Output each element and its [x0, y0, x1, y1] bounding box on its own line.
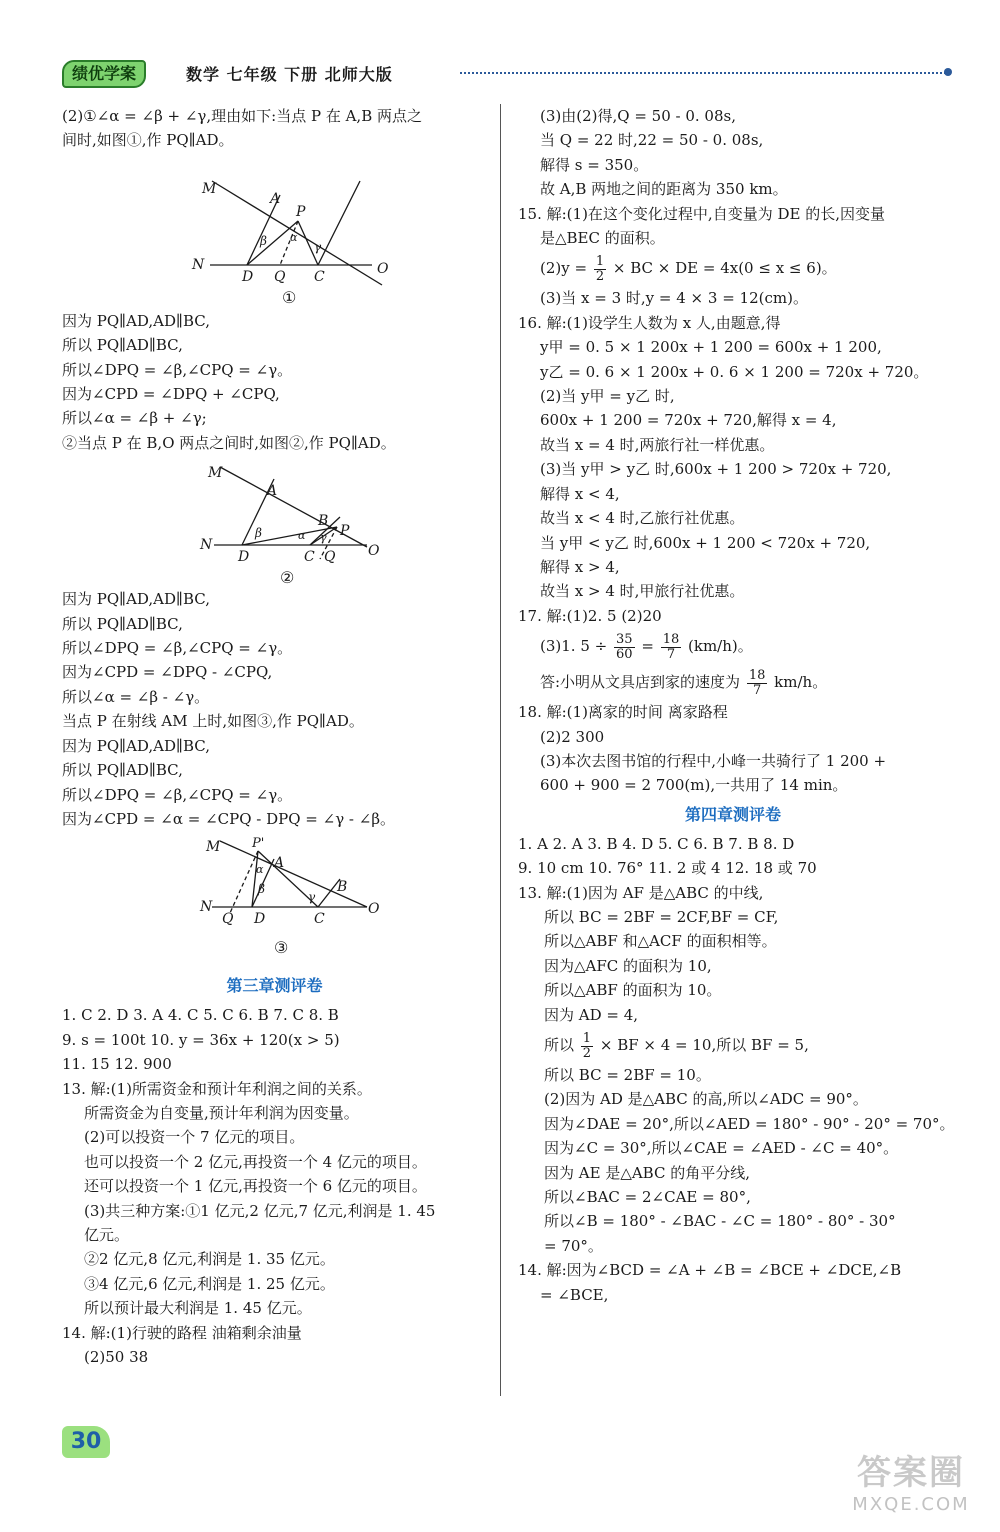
answer-line: 14. 解:(1)行驶的路程 油箱剩余油量 [62, 1323, 302, 1342]
watermark-stamp: 答案圈 [857, 1453, 965, 1493]
text-line: (2)①∠α = ∠β + ∠γ,理由如下:当点 P 在 A,B 两点之 [62, 107, 422, 125]
answer-line-fraction [518, 1027, 948, 1063]
answer-line: 1. C 2. D 3. A 4. C 5. C 6. B 7. C 8. B [62, 1006, 339, 1025]
fig1-label: A [270, 190, 281, 207]
fig2-label: α [298, 529, 306, 543]
text-line: 因为∠CPD = ∠α = ∠CPQ - DPQ = ∠γ - ∠β。 [62, 809, 396, 828]
answer-line-fraction [518, 250, 948, 286]
fig1-label: γ [314, 239, 322, 254]
answer-line: 13. 解:(1)因为 AF 是△ABC 的中线, [518, 883, 764, 902]
answer-line: 1. A 2. A 3. B 4. D 5. C 6. B 7. B 8. D [518, 834, 795, 853]
answer-line: 解得 x > 4, [540, 557, 620, 576]
fraction [614, 633, 635, 662]
fig3-label: B [337, 879, 348, 896]
answer-line: 还可以投资一个 1 亿元,再投资一个 6 亿元的项目。 [84, 1177, 427, 1196]
fig3-label: N [200, 899, 213, 916]
header-dotted-rule [460, 72, 946, 74]
answer-line: (2)50 38 [84, 1348, 149, 1366]
text-line: 因为 PQ∥AD,AD∥BC, [62, 736, 210, 755]
answer-line: 故当 x > 4 时,甲旅行社优惠。 [540, 582, 745, 601]
watermark-logo [826, 1452, 996, 1530]
fraction-denominator: 2 [582, 1045, 592, 1061]
answer-line: (3)由(2)得,Q = 50 - 0. 08s, [540, 107, 736, 125]
answer-line: (3)共三种方案:①1 亿元,2 亿元,7 亿元,利润是 1. 45 [84, 1201, 436, 1220]
answer-line: 是△BEC 的面积。 [540, 229, 665, 248]
fig1-label: D [242, 268, 254, 285]
text-fragment: 答:小明从文具店到家的速度为 [540, 673, 741, 692]
text-fragment: (km/h)。 [688, 637, 753, 656]
fraction-numerator: 18 [748, 667, 766, 683]
text-line: 因为∠CPD = ∠DPQ + ∠CPQ, [62, 385, 280, 404]
text-line: 所以∠DPQ = ∠β,∠CPQ = ∠γ。 [62, 360, 293, 379]
answer-line: = ∠BCE, [540, 1285, 609, 1304]
answer-line: 也可以投资一个 2 亿元,再投资一个 4 亿元的项目。 [84, 1152, 427, 1171]
section-title-chapter3: 第三章测评卷 [226, 976, 323, 996]
text-line: 因为 PQ∥AD,AD∥BC, [62, 311, 210, 330]
answer-line: 17. 解:(1)2. 5 (2)20 [518, 606, 662, 625]
figure-3 [62, 831, 487, 969]
answer-line: 600x + 1 200 = 720x + 720,解得 x = 4, [540, 411, 837, 430]
answer-line: (2)2 300 [540, 727, 605, 746]
answer-line: 所以∠B = 180° - ∠BAC - ∠C = 180° - 80° - 30° [544, 1212, 896, 1231]
text-fragment: × BC × DE = 4x(0 ≤ x ≤ 6)。 [612, 259, 837, 278]
text-fragment: km/h。 [774, 673, 828, 692]
answer-line: = 70°。 [544, 1236, 603, 1255]
figure-1-diagram [62, 153, 487, 309]
answer-line: 16. 解:(1)设学生人数为 x 人,由题意,得 [518, 313, 781, 332]
answer-line: 当 Q = 22 时,22 = 50 - 0. 08s, [540, 131, 764, 150]
answer-line: 故 A,B 两地之间的距离为 350 km。 [540, 180, 788, 199]
answer-line: (3)本次去图书馆的行程中,小峰一共骑行了 1 200 + [540, 751, 887, 770]
answer-line: 解得 s = 350。 [540, 155, 649, 174]
left-column [62, 104, 487, 1369]
answer-line: (2)当 y甲 = y乙 时, [540, 387, 675, 406]
fraction-denominator: 2 [595, 268, 605, 284]
answer-line: 解得 x < 4, [540, 484, 620, 503]
fraction-denominator: 7 [752, 682, 762, 698]
fig3-label: D [254, 911, 266, 928]
fig2-label: N [200, 537, 213, 554]
answer-line: y乙 = 0. 6 × 1 200x + 0. 6 × 1 200 = 720x + 720。 [540, 362, 929, 381]
text-line: 因为∠CPD = ∠DPQ - ∠CPQ, [62, 663, 273, 682]
answer-line: 15. 解:(1)在这个变化过程中,自变量为 DE 的长,因变量 [518, 204, 885, 223]
text-fragment: 所以 [544, 1036, 575, 1054]
fig1-label: O [377, 260, 389, 277]
answer-line: 所以△ABF 和△ACF 的面积相等。 [544, 932, 777, 951]
fraction [661, 633, 682, 662]
text-fragment: (3)1. 5 ÷ [540, 637, 608, 656]
fig2-caption: ② [280, 568, 295, 588]
answer-line: 当 y甲 < y乙 时,600x + 1 200 < 720x + 720, [540, 533, 871, 552]
answer-line: 故当 x < 4 时,乙旅行社优惠。 [540, 509, 745, 528]
answer-line: 因为∠C = 30°,所以∠CAE = ∠AED - ∠C = 40°。 [544, 1139, 899, 1158]
fig1-label: Q [274, 268, 286, 285]
fig3-label: Q [222, 911, 234, 928]
fraction-denominator: 60 [616, 646, 633, 662]
answer-line: 所以预计最大利润是 1. 45 亿元。 [84, 1299, 312, 1318]
fig3-label: C [314, 911, 325, 928]
answer-line: 11. 15 12. 900 [62, 1055, 172, 1074]
fig3-label: α [256, 863, 264, 877]
fig1-label: α [290, 230, 298, 244]
fig2-label: β [255, 526, 262, 541]
fig1-label: M [202, 180, 217, 197]
answer-line: 因为 AD = 4, [544, 1005, 639, 1024]
answer-line: 亿元。 [84, 1225, 130, 1244]
fig2-label: γ [320, 531, 327, 545]
text-line: 当点 P 在射线 AM 上时,如图③,作 PQ∥AD。 [62, 712, 364, 731]
answer-line: 9. 10 cm 10. 76° 11. 2 或 4 12. 18 或 70 [518, 859, 817, 878]
fig2-label: M [208, 465, 223, 482]
fig3-label: A [274, 855, 285, 872]
fig2-label: D [238, 549, 250, 566]
fig2-label: O [368, 543, 380, 560]
answer-line-fraction [518, 628, 948, 664]
text-line: 所以 PQ∥AD∥BC, [62, 761, 183, 780]
answer-line: y甲 = 0. 5 × 1 200x + 1 200 = 600x + 1 200, [540, 338, 882, 357]
figure-2 [62, 455, 487, 587]
fig3-label: β [258, 882, 265, 897]
text-fragment: = [641, 637, 654, 656]
page-header [62, 58, 952, 88]
page-number: 30 [62, 1426, 110, 1458]
fig2-label: A [267, 483, 278, 500]
fraction [581, 1032, 593, 1061]
answer-line: 18. 解:(1)离家的时间 离家路程 [518, 703, 728, 722]
subject-info: 数学 七年级 下册 北师大版 [186, 65, 393, 84]
fig3-label: P' [252, 836, 265, 852]
answer-line: 所以 BC = 2BF = 10。 [544, 1066, 711, 1084]
answer-line: 因为∠DAE = 20°,所以∠AED = 180° - 90° - 20° = 70°。 [544, 1114, 955, 1133]
watermark-url: MXQE.COM [852, 1494, 970, 1515]
answer-line: (3)当 y甲 > y乙 时,600x + 1 200 > 720x + 720, [540, 460, 892, 479]
text-line: 所以∠DPQ = ∠β,∠CPQ = ∠γ。 [62, 785, 293, 804]
fraction-denominator: 7 [666, 646, 676, 662]
fraction-numerator: 35 [616, 631, 633, 647]
fraction-numerator: 1 [582, 1030, 592, 1046]
text-fragment: (2)y = [540, 259, 588, 278]
text-line: 所以∠α = ∠β - ∠γ。 [62, 687, 210, 706]
answer-line: 所以△ABF 的面积为 10。 [544, 981, 722, 1000]
answer-line: 所需资金为自变量,预计年利润为因变量。 [84, 1103, 359, 1122]
answer-line: 故当 x = 4 时,两旅行社一样优惠。 [540, 435, 775, 454]
figure-1 [62, 153, 487, 309]
text-fragment: × BF × 4 = 10,所以 BF = 5, [599, 1036, 809, 1054]
answer-line: 9. s = 100t 10. y = 36x + 120(x > 5) [62, 1030, 340, 1049]
answer-line-fraction [518, 664, 948, 700]
text-line: 间时,如图①,作 PQ∥AD。 [62, 131, 234, 150]
fig3-label: M [206, 839, 221, 856]
answer-line: (2)可以投资一个 7 亿元的项目。 [84, 1128, 305, 1147]
answer-line: (3)当 x = 3 时,y = 4 × 3 = 12(cm)。 [540, 289, 808, 308]
text-line: ②当点 P 在 B,O 两点之间时,如图②,作 PQ∥AD。 [62, 433, 396, 452]
text-line: 因为 PQ∥AD,AD∥BC, [62, 590, 210, 609]
answer-line: 13. 解:(1)所需资金和预计年利润之间的关系。 [62, 1079, 372, 1098]
fraction [594, 255, 606, 284]
answer-line: (2)因为 AD 是△ABC 的高,所以∠ADC = 90°。 [544, 1090, 868, 1109]
text-line: 所以∠DPQ = ∠β,∠CPQ = ∠γ。 [62, 639, 293, 658]
fig3-label: γ [308, 890, 316, 905]
fig3-caption: ③ [274, 938, 289, 958]
answer-line: 14. 解:因为∠BCD = ∠A + ∠B = ∠BCE + ∠DCE,∠B [518, 1261, 902, 1280]
text-line: 所以 PQ∥AD∥BC, [62, 336, 183, 355]
fig3-label: O [368, 901, 380, 918]
fig2-label: Q [324, 549, 336, 566]
fig1-label: P [296, 203, 306, 220]
text-line: 所以 PQ∥AD∥BC, [62, 614, 183, 633]
fig1-caption: ① [282, 287, 297, 307]
fraction-numerator: 1 [595, 253, 605, 269]
section-title-chapter4: 第四章测评卷 [684, 804, 781, 824]
answer-line: 因为△AFC 的面积为 10, [544, 956, 712, 975]
column-divider [500, 104, 501, 1396]
answer-line: 所以 BC = 2BF = 2CF,BF = CF, [544, 907, 779, 926]
answer-line: 600 + 900 = 2 700(m),一共用了 14 min。 [540, 776, 848, 795]
fraction-numerator: 18 [662, 631, 680, 647]
figure-2-diagram [62, 455, 487, 587]
right-column [518, 104, 955, 1307]
answer-line: 因为 AE 是△ABC 的角平分线, [544, 1163, 751, 1182]
brand-logo: 绩优学案 [62, 60, 146, 88]
fig2-label: B [318, 513, 329, 530]
fig1-label: C [314, 268, 325, 285]
figure-3-diagram [62, 831, 487, 969]
fig1-label: N [192, 256, 205, 273]
fig2-label: P [340, 523, 350, 540]
fig2-label: C [304, 549, 315, 566]
fig1-label: β [260, 233, 267, 248]
answer-line: ②2 亿元,8 亿元,利润是 1. 35 亿元。 [84, 1250, 335, 1269]
answer-line: ③4 亿元,6 亿元,利润是 1. 25 亿元。 [84, 1274, 335, 1293]
text-line: 所以∠α = ∠β + ∠γ; [62, 409, 207, 428]
answer-line: 所以∠BAC = 2∠CAE = 80°, [544, 1188, 751, 1207]
header-dot [944, 68, 952, 76]
fraction [747, 669, 768, 698]
